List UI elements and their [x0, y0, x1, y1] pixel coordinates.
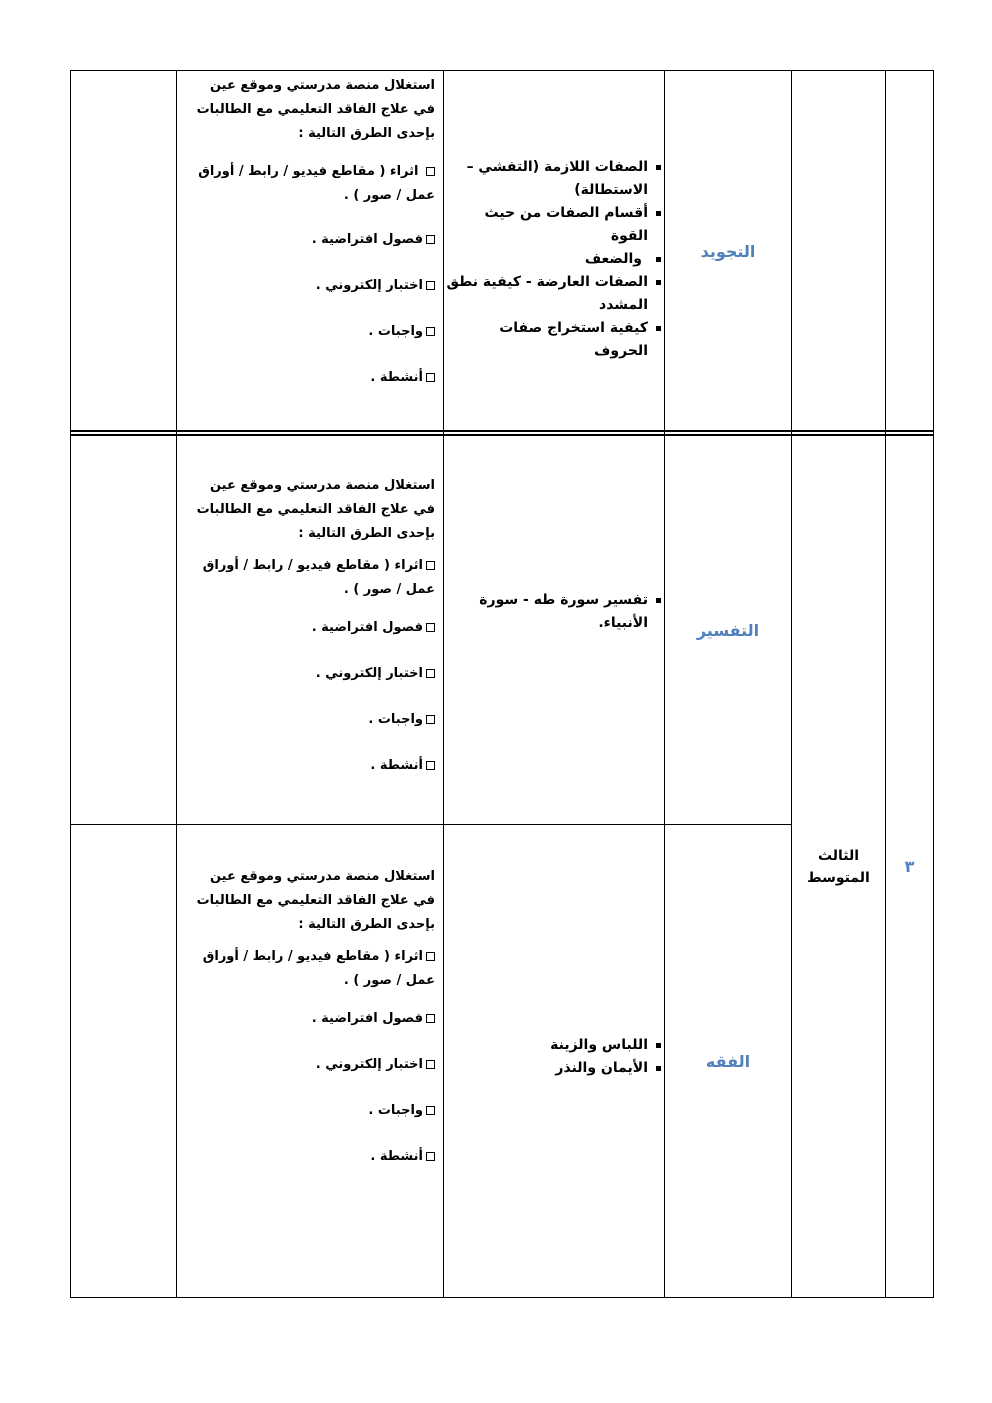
checkbox-icon: [426, 1152, 435, 1161]
topic-item: والضعف: [444, 248, 648, 271]
table-divider-double-1: [70, 430, 934, 432]
plan-option: واجبات .: [195, 320, 435, 344]
topics-list: [444, 156, 664, 363]
subject-name: الفقه: [705, 1051, 751, 1071]
topic-item: أقسام الصفات من حيث القوة: [444, 202, 648, 248]
plan-cell: [195, 74, 435, 390]
topic-item: الأيمان والنذر: [444, 1057, 648, 1080]
plan-option: أنشطة .: [195, 754, 435, 778]
checkbox-icon: [426, 669, 435, 678]
plan-intro: استغلال منصة مدرستي وموقع عين في علاج الفاقد التعليمي مع الطالبات بإحدى الطرق التالية :: [196, 869, 435, 932]
topic-item: كيفية استخراج صفات الحروف: [444, 317, 648, 363]
checkbox-icon: [426, 623, 435, 632]
checkbox-icon: [426, 1106, 435, 1115]
grade-line-1: الثالث: [817, 847, 860, 864]
plan-option: اثراء ( مقاطع فيديو / رابط / أوراق عمل / صور ) .: [202, 949, 435, 988]
subject-name: التفسير: [696, 620, 760, 640]
checkbox-icon: [426, 715, 435, 724]
grade-line-2: المتوسط: [807, 869, 870, 886]
plan-option: اختبار إلكتروني .: [195, 274, 435, 298]
col-line-2: [176, 70, 177, 1298]
checkbox-icon: [426, 952, 435, 961]
plan-option: أنشطة .: [195, 1145, 435, 1169]
grade-cell: [792, 436, 885, 1297]
topic-item: تفسير سورة طه - سورة الأنبياء.: [444, 589, 648, 635]
topic-item: اللباس والزينة: [444, 1034, 648, 1057]
plan-option: اثراء ( مقاطع فيديو / رابط / أوراق عمل / صور ) .: [202, 558, 435, 597]
table-border-top: [70, 70, 934, 71]
topic-item: الصفات العارضة - كيفية نطق المشدد: [444, 271, 648, 317]
plan-option: فصول افتراضية .: [195, 1007, 435, 1031]
checkbox-icon: [426, 281, 435, 290]
plan-option: واجبات .: [195, 708, 435, 732]
subject-cell: [665, 436, 791, 824]
topics-cell: [444, 1034, 664, 1080]
col-line-7: [933, 70, 934, 1298]
col-line-1: [70, 70, 71, 1298]
subject-cell: [665, 71, 791, 431]
subject-cell: [665, 825, 791, 1297]
topics-cell: [444, 156, 664, 363]
checkbox-icon: [426, 561, 435, 570]
plan-option: فصول افتراضية .: [195, 228, 435, 252]
plan-intro: استغلال منصة مدرستي وموقع عين في علاج الفاقد التعليمي مع الطالبات بإحدى الطرق التالية :: [196, 78, 435, 141]
checkbox-icon: [426, 373, 435, 382]
table-border-bottom: [70, 1297, 934, 1298]
row-number: ٣: [904, 857, 915, 876]
subject-name: التجويد: [700, 241, 756, 261]
topic-item: الصفات اللازمة (التفشي – الاستطالة): [444, 156, 648, 202]
topics-list: [444, 1034, 664, 1080]
checkbox-icon: [426, 1014, 435, 1023]
plan-cell: [195, 474, 435, 778]
plan-cell: [195, 865, 435, 1169]
plan-intro: استغلال منصة مدرستي وموقع عين في علاج الفاقد التعليمي مع الطالبات بإحدى الطرق التالية :: [196, 478, 435, 541]
row-number-cell: [886, 436, 933, 1297]
checkbox-icon: [426, 327, 435, 336]
topics-list: [444, 589, 664, 635]
plan-option: أنشطة .: [195, 366, 435, 390]
checkbox-icon: [426, 1060, 435, 1069]
topics-cell: [444, 589, 664, 635]
plan-option: واجبات .: [195, 1099, 435, 1123]
checkbox-icon: [426, 167, 435, 176]
checkbox-icon: [426, 235, 435, 244]
plan-option: فصول افتراضية .: [195, 616, 435, 640]
plan-option: اختبار إلكتروني .: [195, 1053, 435, 1077]
plan-option: اختبار إلكتروني .: [195, 662, 435, 686]
plan-option: اثراء ( مقاطع فيديو / رابط / أوراق عمل / صور ) .: [198, 164, 435, 203]
checkbox-icon: [426, 761, 435, 770]
